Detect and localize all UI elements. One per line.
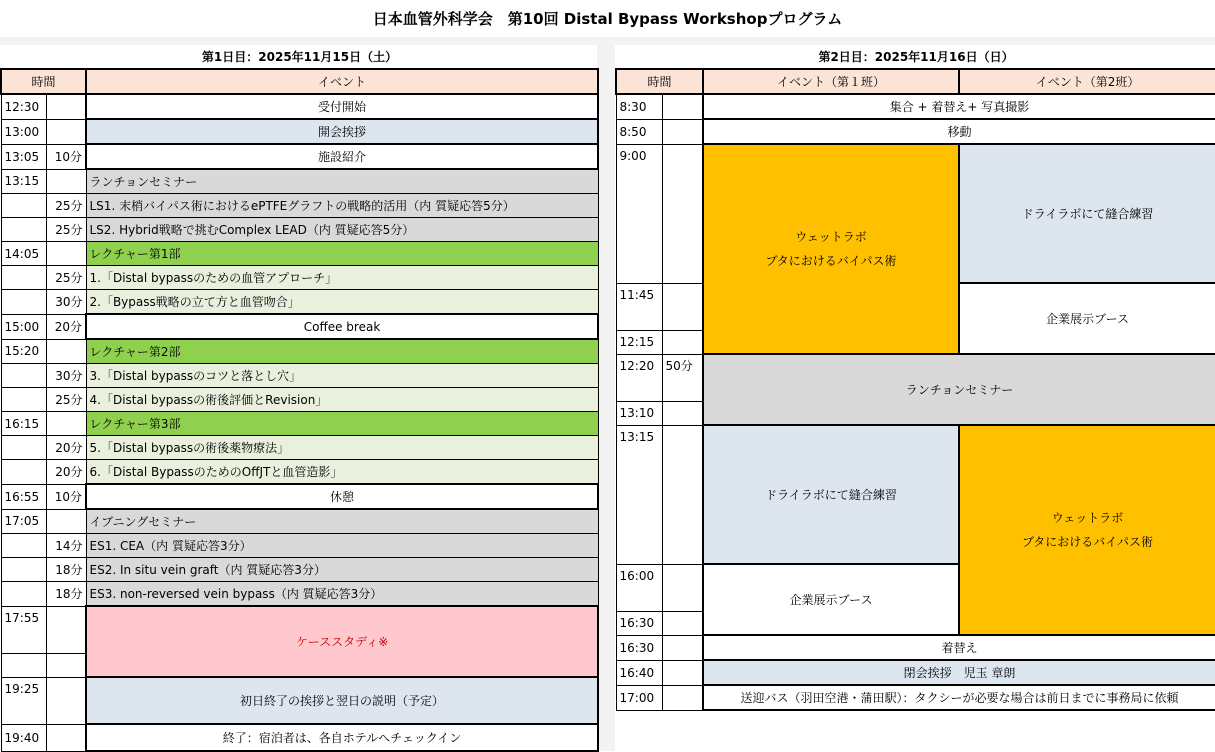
event-cell: 3.「Distal bypassのコツと落とし穴」 xyxy=(86,364,598,388)
table-row xyxy=(1,582,598,607)
duration-cell: 30分 xyxy=(46,364,86,388)
time-cell: 13:05 xyxy=(1,144,46,169)
time-cell: 13:00 xyxy=(1,119,46,144)
time-cell xyxy=(1,630,46,654)
event-cell: 6.「Distal BypassのためのOffJTと血管造影」 xyxy=(86,460,598,485)
table-row xyxy=(1,606,598,630)
duration-cell xyxy=(46,509,86,534)
duration-cell xyxy=(46,339,86,364)
time-cell xyxy=(616,237,662,260)
time-cell: 12:30 xyxy=(1,94,46,119)
day1-schedule-table xyxy=(0,45,599,752)
table-row xyxy=(616,425,1215,449)
time-cell: 17:05 xyxy=(1,509,46,534)
time-cell: 13:15 xyxy=(616,425,662,449)
time-cell: 15:00 xyxy=(1,314,46,339)
event-cell: 送迎バス（羽田空港・蒲田駅）：タクシーが必要な場合は前日までに事務局に依頼 xyxy=(703,685,1215,710)
duration-cell: 18分 xyxy=(46,582,86,607)
duration-cell xyxy=(662,378,703,402)
time-cell: 16:30 xyxy=(616,611,662,635)
time-cell: 12:20 xyxy=(616,354,662,378)
duration-cell: 18分 xyxy=(46,558,86,582)
table-row xyxy=(1,218,598,242)
table-row xyxy=(1,364,598,388)
event-cell: ランチョンセミナー xyxy=(86,169,598,194)
table-row xyxy=(1,558,598,582)
table-row xyxy=(1,94,598,119)
table-row xyxy=(1,534,598,558)
duration-cell: 25分 xyxy=(46,266,86,290)
duration-cell xyxy=(662,237,703,260)
column-separator xyxy=(597,45,615,751)
booth-cell: 企業展示ブース xyxy=(959,283,1215,354)
time-cell: 16:55 xyxy=(1,484,46,509)
time-cell xyxy=(1,388,46,412)
wetlab-subtitle: ブタにおけるバイパス術 xyxy=(765,254,897,268)
day1-header: 第1日目：2025年11月15日（土） xyxy=(201,49,398,64)
event-cell: Coffee break xyxy=(86,314,598,339)
event-cell: イブニングセミナー xyxy=(86,509,598,534)
drylab-cell: ドライラボにて縫合練習 xyxy=(959,144,1215,283)
duration-cell: 20分 xyxy=(46,314,86,339)
duration-cell xyxy=(662,449,703,472)
wetlab-subtitle: ブタにおけるバイパス術 xyxy=(1022,535,1153,549)
table-row xyxy=(616,685,1215,710)
time-cell xyxy=(1,436,46,460)
event-cell: LS2. Hybrid戦略で挑むComplex LEAD（内 質疑応答5分） xyxy=(86,218,598,242)
lunch-seminar-cell: ランチョンセミナー xyxy=(703,354,1215,425)
time-cell: 19:40 xyxy=(1,724,46,751)
day2-header: 第2日目：2025年11月16日（日） xyxy=(818,49,1014,64)
table-row xyxy=(616,660,1215,685)
time-cell xyxy=(616,541,662,565)
duration-cell xyxy=(662,472,703,495)
duration-cell xyxy=(46,169,86,194)
wetlab-cell xyxy=(703,144,959,354)
duration-cell xyxy=(46,242,86,266)
duration-cell xyxy=(662,495,703,518)
time-cell xyxy=(616,260,662,284)
duration-cell xyxy=(662,214,703,237)
day2-col-event1: イベント（第１班） xyxy=(703,69,959,94)
table-row xyxy=(1,266,598,290)
event-cell: 受付開始 xyxy=(86,94,598,119)
duration-cell xyxy=(46,606,86,630)
duration-cell xyxy=(662,564,703,588)
event-cell: 2.「Bypass戦略の立て方と血管吻合」 xyxy=(86,290,598,315)
event-cell: 移動 xyxy=(703,119,1215,144)
table-row xyxy=(1,484,598,509)
event-cell: ES1. CEA（内 質疑応答3分） xyxy=(86,534,598,558)
table-row xyxy=(1,388,598,412)
duration-cell xyxy=(662,685,703,710)
duration-cell xyxy=(662,635,703,660)
duration-cell xyxy=(662,518,703,541)
duration-cell: 25分 xyxy=(46,388,86,412)
time-cell: 17:00 xyxy=(616,685,662,710)
table-row xyxy=(1,242,598,266)
duration-cell xyxy=(662,660,703,685)
table-row xyxy=(616,635,1215,660)
page-title: 日本血管外科学会 第10回 Distal Bypass Workshopプログラム xyxy=(0,0,1215,38)
table-row xyxy=(1,144,598,169)
time-cell: 8:30 xyxy=(616,94,662,119)
table-row xyxy=(616,94,1215,119)
table-row xyxy=(1,339,598,364)
table-row xyxy=(1,119,598,144)
event-cell: 閉会挨拶 児玉 章朗 xyxy=(703,660,1215,685)
time-cell: 14:05 xyxy=(1,242,46,266)
time-cell xyxy=(616,518,662,541)
event-cell: 着替え xyxy=(703,635,1215,660)
event-cell: 4.「Distal bypassの術後評価とRevision」 xyxy=(86,388,598,412)
event-cell: 終了：宿泊者は、各自ホテルへチェックイン xyxy=(86,724,598,751)
time-cell: 13:15 xyxy=(1,169,46,194)
time-cell xyxy=(616,588,662,612)
duration-cell xyxy=(662,119,703,144)
time-cell: 16:40 xyxy=(616,660,662,685)
table-row xyxy=(1,412,598,436)
time-cell xyxy=(1,558,46,582)
duration-cell xyxy=(662,330,703,354)
event-cell: LS1. 末梢バイパス術におけるePTFEグラフトの戦略的活用（内 質疑応答5分） xyxy=(86,194,598,218)
duration-cell xyxy=(662,307,703,331)
table-row xyxy=(1,677,598,701)
day2-schedule-table xyxy=(615,45,1215,711)
duration-cell: 10分 xyxy=(46,144,86,169)
event-cell: ES2. In situ vein graft（内 質疑応答3分） xyxy=(86,558,598,582)
table-row xyxy=(1,460,598,485)
table-row xyxy=(616,144,1215,168)
time-cell xyxy=(1,653,46,677)
time-cell xyxy=(1,218,46,242)
table-row xyxy=(1,509,598,534)
time-cell xyxy=(1,534,46,558)
time-cell xyxy=(616,307,662,331)
event-cell: 施設紹介 xyxy=(86,144,598,169)
duration-cell: 25分 xyxy=(46,194,86,218)
time-cell: 17:55 xyxy=(1,606,46,630)
duration-cell xyxy=(46,412,86,436)
duration-cell xyxy=(662,168,703,191)
duration-cell: 20分 xyxy=(46,436,86,460)
table-row xyxy=(1,290,598,315)
duration-cell xyxy=(662,283,703,307)
spacer xyxy=(0,37,1215,45)
time-cell xyxy=(616,214,662,237)
duration-cell: 50分 xyxy=(662,354,703,378)
table-row xyxy=(616,119,1215,144)
duration-cell xyxy=(662,588,703,612)
duration-cell xyxy=(662,541,703,565)
duration-cell xyxy=(662,425,703,449)
time-cell: 8:50 xyxy=(616,119,662,144)
case-study-cell: ケーススタディ※ xyxy=(86,606,598,677)
time-cell: 12:15 xyxy=(616,330,662,354)
day1-col-time: 時間 xyxy=(1,69,86,94)
duration-cell xyxy=(46,701,86,725)
duration-cell xyxy=(46,677,86,701)
duration-cell xyxy=(46,119,86,144)
duration-cell xyxy=(662,94,703,119)
time-cell xyxy=(616,495,662,518)
wetlab-cell xyxy=(959,425,1215,635)
event-cell: 休憩 xyxy=(86,484,598,509)
time-cell xyxy=(1,701,46,725)
event-cell: 集合 + 着替え+ 写真撮影 xyxy=(703,94,1215,119)
time-cell xyxy=(1,290,46,315)
drylab-cell: ドライラボにて縫合練習 xyxy=(703,425,959,564)
time-cell: 11:45 xyxy=(616,283,662,307)
time-cell xyxy=(616,191,662,214)
event-cell: 初日終了の挨拶と翌日の説明（予定） xyxy=(86,677,598,724)
duration-cell xyxy=(46,724,86,751)
event-cell: 1.「Distal bypassのための血管アプローチ」 xyxy=(86,266,598,290)
booth-cell: 企業展示ブース xyxy=(703,564,959,635)
duration-cell xyxy=(662,144,703,168)
event-cell: ES3. non-reversed vein bypass（内 質疑応答3分） xyxy=(86,582,598,607)
table-row xyxy=(1,169,598,194)
time-cell xyxy=(1,194,46,218)
duration-cell xyxy=(662,191,703,214)
time-cell: 13:10 xyxy=(616,401,662,425)
table-row xyxy=(1,194,598,218)
duration-cell xyxy=(46,630,86,654)
duration-cell xyxy=(46,653,86,677)
day2-col-event2: イベント（第2班） xyxy=(959,69,1215,94)
event-cell: 開会挨拶 xyxy=(86,119,598,144)
event-cell: レクチャー第1部 xyxy=(86,242,598,266)
time-cell: 9:00 xyxy=(616,144,662,168)
day2-col-time: 時間 xyxy=(616,69,703,94)
time-cell xyxy=(1,460,46,485)
event-cell: 5.「Distal bypassの術後薬物療法」 xyxy=(86,436,598,460)
time-cell xyxy=(1,582,46,607)
table-row xyxy=(616,354,1215,378)
duration-cell xyxy=(46,94,86,119)
table-row xyxy=(1,436,598,460)
duration-cell xyxy=(662,611,703,635)
event-cell: レクチャー第3部 xyxy=(86,412,598,436)
time-cell xyxy=(616,168,662,191)
day1-col-event: イベント xyxy=(86,69,598,94)
duration-cell: 14分 xyxy=(46,534,86,558)
duration-cell: 20分 xyxy=(46,460,86,485)
duration-cell xyxy=(662,260,703,284)
time-cell: 16:00 xyxy=(616,564,662,588)
wetlab-title: ウェットラボ xyxy=(1051,511,1124,525)
time-cell xyxy=(616,449,662,472)
event-cell: レクチャー第2部 xyxy=(86,339,598,364)
duration-cell: 10分 xyxy=(46,484,86,509)
time-cell xyxy=(616,378,662,402)
time-cell: 16:15 xyxy=(1,412,46,436)
duration-cell xyxy=(662,401,703,425)
time-cell xyxy=(1,266,46,290)
time-cell: 19:25 xyxy=(1,677,46,701)
time-cell: 16:30 xyxy=(616,635,662,660)
time-cell xyxy=(616,472,662,495)
table-row xyxy=(1,724,598,751)
wetlab-title: ウェットラボ xyxy=(795,230,867,244)
table-row xyxy=(1,314,598,339)
time-cell: 15:20 xyxy=(1,339,46,364)
duration-cell: 25分 xyxy=(46,218,86,242)
time-cell xyxy=(1,364,46,388)
duration-cell: 30分 xyxy=(46,290,86,315)
